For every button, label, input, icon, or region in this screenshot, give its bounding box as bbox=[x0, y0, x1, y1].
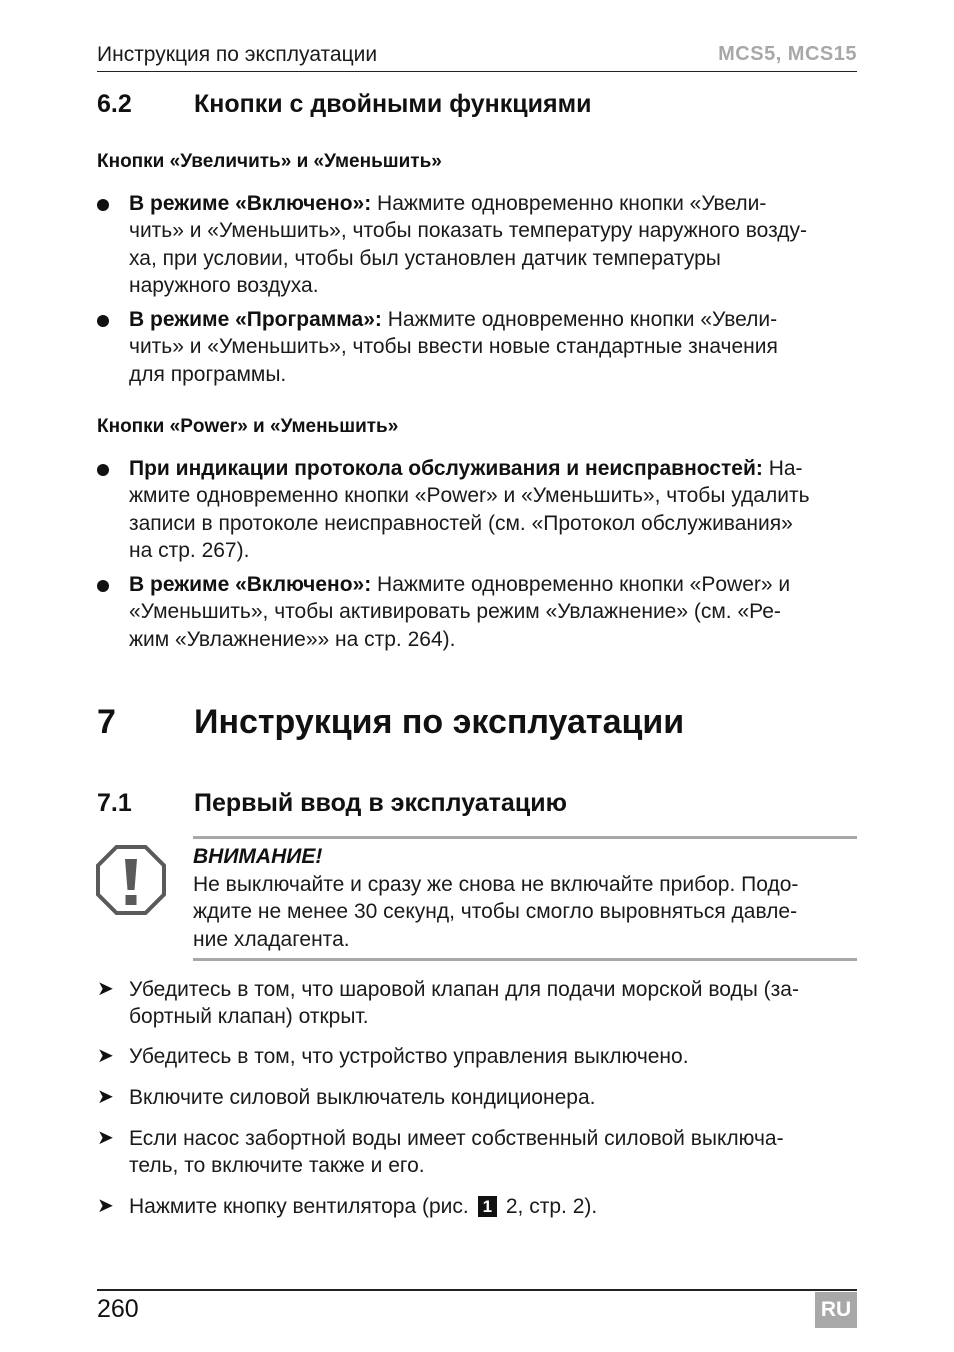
section-title: Первый ввод в эксплуатацию bbox=[194, 789, 567, 817]
header-title: Инструкция по эксплуатации bbox=[97, 43, 378, 66]
language-badge: RU bbox=[815, 1292, 857, 1328]
figure-reference-badge: 1 bbox=[478, 1196, 497, 1217]
bullet-icon bbox=[97, 199, 109, 211]
notice-bottom-rule bbox=[193, 958, 857, 961]
notice-text: Не выключайте и сразу же снова не включайте прибор. Подо- ждите не менее 30 секунд, чтобы смогло выровняться давле- ние хладагента. bbox=[193, 873, 799, 951]
step-item: ➤ Если насос забортной воды имеет собственный силовой выключа- тель, то включите также и его. bbox=[97, 1127, 784, 1178]
arrow-bullet-icon: ➤ bbox=[97, 978, 114, 1000]
step-item: ➤ Убедитесь в том, что устройство управления выключено. bbox=[97, 1045, 689, 1068]
step-item: ➤ Убедитесь в том, что шаровой клапан для подачи морской воды (за- бортный клапан) открыт. bbox=[97, 978, 799, 1029]
item-label: В режиме «Программа»: bbox=[129, 308, 382, 331]
arrow-bullet-icon: ➤ bbox=[97, 1086, 114, 1108]
header-model: MCS5, MCS15 bbox=[718, 43, 857, 65]
item-label: В режиме «Включено»: bbox=[129, 192, 372, 215]
notice-title: ВНИМАНИЕ! bbox=[193, 845, 323, 868]
step-item: ➤ Включите силовой выключатель кондиционера. bbox=[97, 1086, 596, 1109]
chapter-title: Инструкция по эксплуатации bbox=[194, 703, 685, 741]
arrow-bullet-icon: ➤ bbox=[97, 1045, 114, 1067]
list-item: В режиме «Включено»: Нажмите одновременно кнопки «Увели- чить» и «Уменьшить», чтобы показать температуру наружного возду- ха, при условии, чтобы был установлен датчик температуры наружного воздуха. bbox=[97, 190, 857, 299]
footer-rule bbox=[97, 1289, 857, 1291]
list-item: В режиме «Включено»: Нажмите одновременно кнопки «Power» и «Уменьшить», чтобы активировать режим «Увлажнение» (см. «Ре- жим «Увлажнение»» на стр. 264). bbox=[97, 571, 857, 653]
bullet-icon bbox=[97, 315, 109, 327]
chapter-number: 7 bbox=[97, 703, 116, 741]
notice-top-rule bbox=[193, 836, 857, 839]
subheading-increase-decrease: Кнопки «Увеличить» и «Уменьшить» bbox=[97, 151, 442, 172]
list-item: В режиме «Программа»: Нажмите одновременно кнопки «Увели- чить» и «Уменьшить», чтобы ввести новые стандартные значения для программы. bbox=[97, 306, 857, 388]
exclamation-warning-icon bbox=[96, 845, 166, 915]
section-number: 7.1 bbox=[97, 789, 132, 817]
bullet-icon bbox=[97, 580, 109, 592]
section-number: 6.2 bbox=[97, 90, 132, 118]
step-item: ➤ Нажмите кнопку вентилятора (рис. 1 2, стр. 2). bbox=[97, 1195, 598, 1218]
bullet-icon bbox=[97, 464, 109, 476]
list-item: При индикации протокола обслуживания и неисправностей: На- жмите одновременно кнопки «Power» и «Уменьшить», чтобы удалить записи в протоколе неисправностей (см. «Протокол обслуживания» на стр. 267). bbox=[97, 455, 857, 564]
page-header bbox=[97, 40, 857, 72]
item-label: При индикации протокола обслуживания и неисправностей: bbox=[129, 457, 763, 480]
section-title: Кнопки с двойными функциями bbox=[194, 90, 592, 118]
item-label: В режиме «Включено»: bbox=[129, 573, 372, 596]
arrow-bullet-icon: ➤ bbox=[97, 1195, 114, 1217]
arrow-bullet-icon: ➤ bbox=[97, 1127, 114, 1149]
subheading-power-decrease: Кнопки «Power» и «Уменьшить» bbox=[97, 416, 399, 437]
page-number: 260 bbox=[97, 1295, 139, 1323]
